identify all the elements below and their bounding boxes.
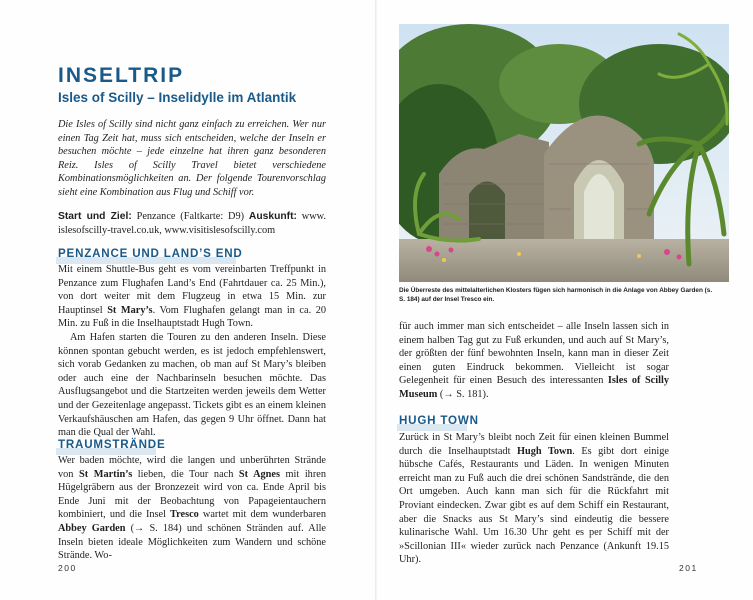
paragraph: Mit einem Shuttle-Bus geht es vom vereinbarten Treffpunkt in Penzance zum Flughafen Land’s End (Fahrtdauer ca. 25 Min.), von dort weiter mit dem Flugzeug in etwa 15 Min. zur Hauptinsel St Mary’s. Vom Flughafen gelangt man in ca. 20 Min. zu Fuß in die Inselhauptstadt Hugh Town. <box>58 264 327 330</box>
page-kicker: INSELTRIP <box>58 64 185 87</box>
section-heading-hugh-town: HUGH TOWN <box>399 414 479 427</box>
right-page <box>377 0 753 600</box>
continued-text <box>399 320 669 402</box>
info-value: www. isles​ofscilly-travel.co.uk, www.visitislesofscilly.com <box>58 211 326 236</box>
page-number-right: 201 <box>679 563 698 573</box>
page-subtitle: Isles of Scilly – Inselidylle im Atlantik <box>58 90 297 105</box>
paragraph: Zurück in St Mary’s bleibt noch Zeit für einen kleinen Bummel durch die Inselhauptstadt Hugh Town. Es gibt dort einige hübsche Cafés, Restaurants und Läden. In wenigen Minuten erreicht man zu Fuß auch die drei schönen Sandstrände, die den Ort umgeben. Auch kann man sich für die Rückfahrt mit Proviant eindecken. Zwar gibt es auf dem Schiff ein Restaurant, aber die Snacks aus St Mary’s sind eindeutig die bessere kulinarische Wahl. Um 16.30 Uhr geht es per Schiff mit der »Scillonian III« wieder zurück nach Penzance (Ankunft 19.15 Uhr). <box>399 432 670 566</box>
photo-caption: Die Überreste des mittelalterlichen Klosters fügen sich harmonisch in die Anlage von Abbey Garden (s. S. 184) auf der Insel Tresco ein. <box>399 287 713 303</box>
page-number-left: 200 <box>58 563 77 573</box>
section-body-beaches <box>58 454 326 563</box>
start-label: Start und Ziel: <box>58 211 132 222</box>
section-heading-beaches: TRAUMSTRÄNDE <box>58 438 166 451</box>
section-body-hugh-town <box>399 431 669 567</box>
left-page <box>0 0 376 600</box>
start-value: Penzance (Faltkarte: D9) <box>131 211 249 222</box>
section-body-penzance <box>58 263 326 440</box>
info-label: Auskunft: <box>248 211 297 222</box>
paragraph: Am Hafen starten die Touren zu den anderen Inseln. Diese können spontan gebucht werden, es ist jedoch empfehlenswert, sich vorab Gedanken zu machen, ob man auf St Mary’s bleiben oder auch eine der Nachbarinseln besuchen möchte. Das Ausflugsangebot und die Startzeiten werden jeweils dem Wetter und der Gezeitenlage angepasst. Tickets gibt es an einem kleinen Verkaufshäuschen am Hafen, das gegen 9 Uhr öffnet. Dann hat man die Qual der Wahl. <box>58 331 326 439</box>
tour-meta <box>58 210 326 237</box>
paragraph: Wer baden möchte, wird die langen und unberührten Strände von St Martin’s lieben, die Tour nach St Agnes mit ihren Hügelgräbern aus der Bronzezeit wird von ca. Ende April bis Ende Juni mit der Beobachtung von Papageientauchern kombiniert, und die Insel Tresco wartet mit dem wunderbaren Abbey Garden (→ S. 184) und schönen Stränden auf. Alle Inseln bieten ideale Möglichkeiten zum Wandern und schöne Strände. Wo- <box>58 455 326 562</box>
paragraph: für auch immer man sich entscheidet – alle Inseln lassen sich in einem halben Tag gut zu Fuß erkunden, und auch auf St Mary’s, der größten der fünf bewohnten Inseln, kann man in dieser Zeit einen guten Eindruck bekommen. Vielleicht ist sogar Gelegenheit für einen Besuch des interessanten Isles of Scilly Museum (→ S. 181). <box>399 321 669 400</box>
abbey-garden-photo <box>399 24 729 282</box>
intro-paragraph: Die Isles of Scilly sind nicht ganz einfach zu erreichen. Wer nur einen Tag Zeit hat, muss sich entscheiden, welche der Inseln er besuchen möchte – jede einzelne hat ihren ganz besonderen Reiz. Isles of Scilly Travel bietet verschiedene Kombinationsmöglichkeiten an. Der folgende Tourenvorschlag sieht eine Kombination aus Flug und Schiff vor. <box>58 119 326 198</box>
section-heading-penzance: PENZANCE UND LAND’S END <box>58 247 243 260</box>
